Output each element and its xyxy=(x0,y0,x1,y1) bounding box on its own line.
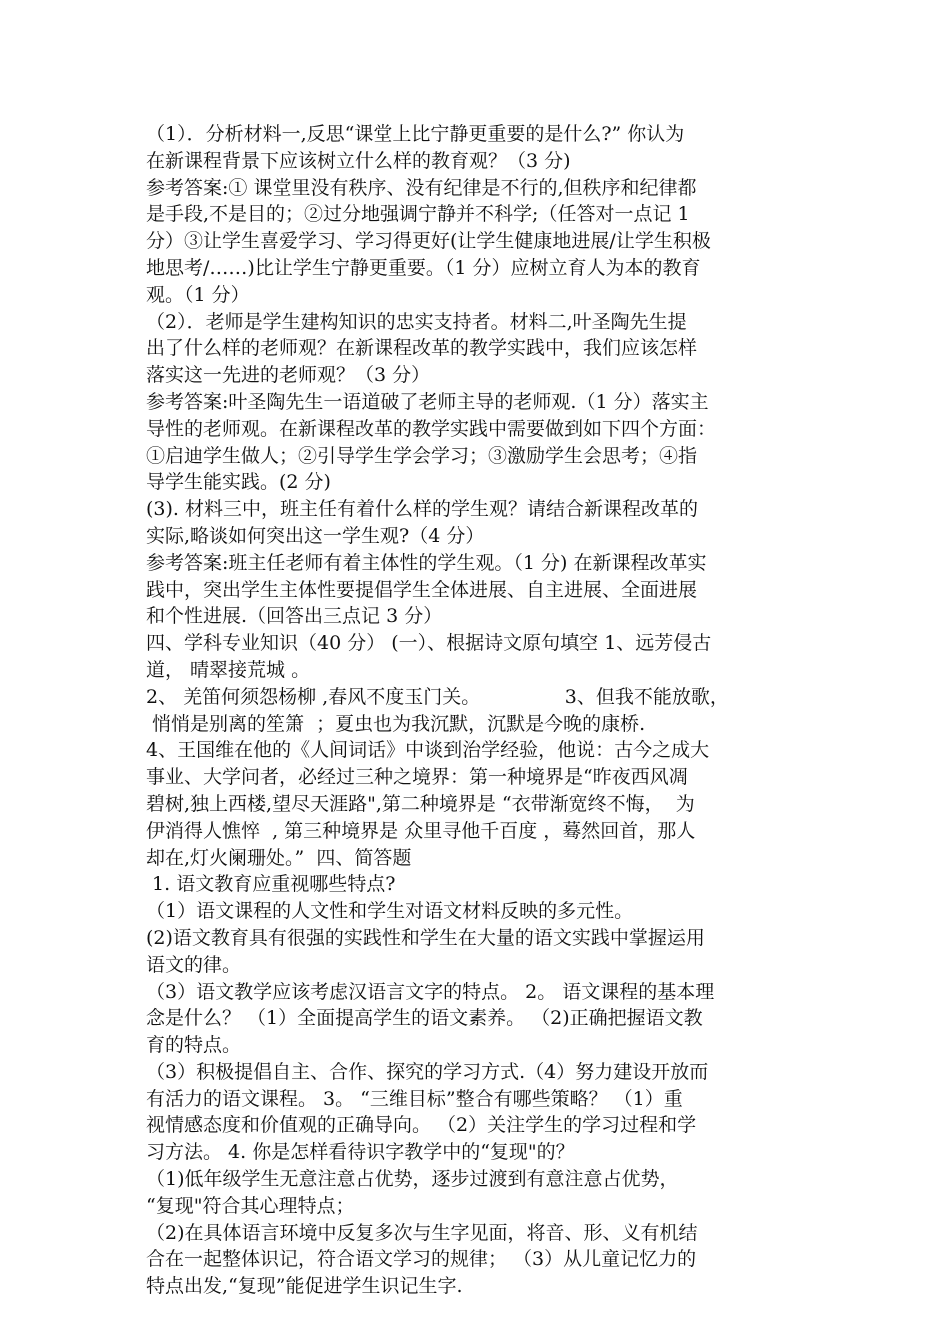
text-line: 分）③让学生喜爱学习、学习得更好(让学生健康地进展/让学生积极 xyxy=(146,230,711,253)
text-line: 念是什么？ （1）全面提高学生的语文素养。 （2)正确把握语文教 xyxy=(146,1007,703,1030)
text-line: 导性的老师观。在新课程改革的教学实践中需要做到如下四个方面： xyxy=(146,417,717,440)
text-line: 实际,略谈如何突出这一学生观?（4 分） xyxy=(146,524,485,547)
text-line: 导学生能实践。(2 分) xyxy=(146,471,331,494)
text-line: 合在一起整体识记，符合语文学习的规律； （3）从儿童记忆力的 xyxy=(146,1248,697,1271)
text-line: 视情感态度和价值观的正确导向。 （2）关注学生的学习过程和学 xyxy=(146,1114,697,1137)
text-line: 道， 晴翠接荒城 。 xyxy=(146,658,311,681)
text-line: (3). 材料三中，班主任有着什么样的学生观？请结合新课程改革的 xyxy=(146,498,698,521)
text-line: 4、王国维在他的《人间词话》中谈到治学经验，他说：古今之成大 xyxy=(146,739,710,762)
text-line: 参考答案:班主任老师有着主体性的学生观。（1 分) 在新课程改革实 xyxy=(146,551,707,574)
text-line: 育的特点。 xyxy=(146,1034,242,1057)
text-line: 1. 语文教育应重视哪些特点? xyxy=(146,873,396,896)
text-line: （1）．分析材料一,反思“课堂上比宁静更重要的是什么?” 你认为 xyxy=(146,123,685,145)
text-line: （1）语文课程的人文性和学生对语文材料反映的多元性。 xyxy=(146,900,634,923)
text-line: 落实这一先进的老师观？（3 分） xyxy=(146,364,431,387)
text-line: （2)在具体语言环境中反复多次与生字见面，将音、形、义有机结 xyxy=(146,1221,698,1244)
text-line: 习方法。 4. 你是怎样看待识字教学中的“复现"的？ xyxy=(146,1141,575,1164)
text-line: 事业、大学问者，必经过三种之境界：第一种境界是“昨夜西风凋 xyxy=(146,766,688,789)
text-line: ①启迪学生做人；②引导学生学会学习；③激励学生会思考；④指 xyxy=(146,444,698,467)
text-line: 参考答案:叶圣陶先生一语道破了老师主导的老师观.（1 分）落实主 xyxy=(146,390,709,413)
text-line: （3）语文教学应该考虑汉语言文字的特点。 2。 语文课程的基本理 xyxy=(146,980,715,1003)
text-line: 碧树,独上西楼,望尽天涯路",第二种境界是 “衣带渐宽终不悔， 为 xyxy=(146,792,695,815)
text-line: 参考答案:① 课堂里没有秩序、没有纪律是不行的,但秩序和纪律都 xyxy=(146,176,697,199)
text-line: 2、 羌笛何须怨杨柳 ,春风不度玉门关。 3、但我不能放歌， xyxy=(146,685,729,708)
text-line: (2)语文教育具有很强的实践性和学生在大量的语文实践中掌握运用 xyxy=(146,926,705,949)
text-line: 却在,灯火阑珊处。” 四、简答题 xyxy=(146,846,412,869)
text-line: 有活力的语文课程。 3。 “三维目标”整合有哪些策略？ （1）重 xyxy=(146,1087,683,1110)
text-line: 四、学科专业知识（40 分） (一）、根据诗文原句填空 1、远芳侵古 xyxy=(146,632,712,655)
text-line: 特点出发,“复现”能促进学生识记生字. xyxy=(146,1275,463,1298)
text-line: 和个性进展.（回答出三点记 3 分） xyxy=(146,605,443,628)
text-line: （1)低年级学生无意注意占优势，逐步过渡到有意注意占优势， xyxy=(146,1168,679,1191)
text-line: 践中，突出学生主体性要提倡学生全体进展、自主进展、全面进展 xyxy=(146,578,698,601)
text-line: 伊消得人憔悴 , 第三种境界是 众里寻他千百度 ，蓦然回首，那人 xyxy=(146,819,696,842)
text-line: （2）．老师是学生建构知识的忠实支持者。材料二,叶圣陶先生提 xyxy=(146,310,687,333)
text-line: 是手段,不是目的；②过分地强调宁静并不科学;（任答对一点记 1 xyxy=(146,203,690,226)
text-line: 语文的律。 xyxy=(146,953,242,976)
text-line: “复现"符合其心理特点； xyxy=(146,1194,355,1217)
text-line: 悄悄是别离的笙箫 ；夏虫也为我沉默，沉默是今晚的康桥. xyxy=(146,712,646,735)
text-line: 观。（1 分） xyxy=(146,283,250,306)
text-line: 出了什么样的老师观？在新课程改革的教学实践中，我们应该怎样 xyxy=(146,337,698,360)
text-line: 在新课程背景下应该树立什么样的教育观？（3 分) xyxy=(146,149,571,172)
document-page xyxy=(146,121,818,1300)
text-line: 地思考/……)比让学生宁静更重要。（1 分）应树立育人为本的教育 xyxy=(146,256,701,279)
text-line: （3）积极提倡自主、合作、探究的学习方式.（4）努力建设开放而 xyxy=(146,1060,709,1083)
